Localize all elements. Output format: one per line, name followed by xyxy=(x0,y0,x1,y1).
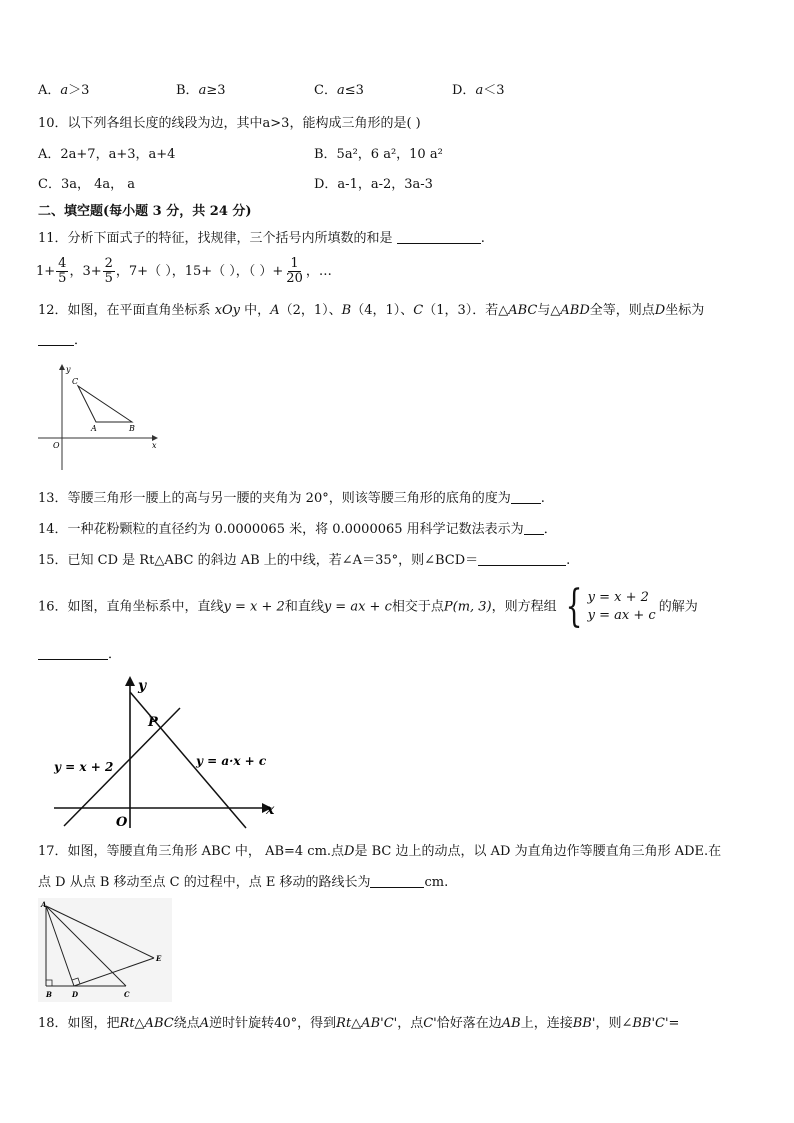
origin-label: O xyxy=(116,815,128,830)
q10-option-b: B．5a²，6 a²，10 a² xyxy=(314,147,443,162)
origin-label: O xyxy=(53,441,60,450)
q9-option-b: B．a≥3 xyxy=(176,83,226,98)
q16-stem: 16．如图，直角坐标系中，直线y = x + 2和直线y = ax + c相交于点P(m, 3)，则方程组 { y = x + 2 y = ax + c 的解为 xyxy=(38,581,698,632)
q16-figure xyxy=(50,672,290,832)
point-c-label: C xyxy=(72,377,79,386)
q11-stem: 11．分析下面式子的特征，找规律，三个括号内所填数的和是 . xyxy=(38,231,485,246)
point-c-label: C xyxy=(124,990,130,999)
x-label: x xyxy=(152,441,157,450)
q10-option-c: C．3a， 4a， a xyxy=(38,177,136,192)
point-a-label: A xyxy=(91,424,97,433)
y-label: y xyxy=(66,365,71,374)
section-2-title: 二、填空题(每小题 3 分，共 24 分) xyxy=(38,204,252,219)
answer-blank xyxy=(38,332,74,346)
q13-stem: 13．等腰三角形一腰上的高与另一腰的夹角为 20°，则该等腰三角形的底角的度为 . xyxy=(38,491,545,506)
q11-expression: 1+ $\frac{4}{5}$ ，3+ $\frac{2}{5}$ ，7+（ ），15+（ ），（ ）+ $\frac{1}{20}$ ，… xyxy=(36,256,332,286)
q16-answer: ． xyxy=(38,646,121,664)
answer-blank xyxy=(524,521,544,535)
answer-blank xyxy=(38,646,108,660)
x-label: x xyxy=(266,802,275,818)
q12-answer: ． xyxy=(38,332,87,350)
answer-blank xyxy=(478,552,566,566)
triangle-abc xyxy=(78,386,132,422)
line2-label: y = a·x + c xyxy=(196,754,267,768)
q18-stem: 18．如图，把Rt△ABC绕点A逆时针旋转40°，得到Rt△AB'C'，点C'恰好落在边AB上，连接BB'，则∠BB'C'= xyxy=(38,1016,680,1031)
q12-stem: 12．如图，在平面直角坐标系 xOy 中，A（2，1）、B（4，1）、C（1，3）．若△ABC与△ABD全等，则点D坐标为 xyxy=(38,303,705,318)
point-b-label: B xyxy=(46,990,52,999)
answer-blank xyxy=(511,490,541,504)
answer-blank xyxy=(397,230,481,244)
q12-figure xyxy=(34,362,164,474)
q17-line1: 17．如图，等腰直角三角形 ABC 中， AB=4 cm.点D是 BC 边上的动点，以 AD 为直角边作等腰直角三角形 ADE.在 xyxy=(38,844,722,859)
point-a-label: A xyxy=(41,900,47,909)
q17-line2: 点 D 从点 B 移动至点 C 的过程中，点 E 移动的路线长为 cm. xyxy=(38,875,449,890)
q10-stem: 10．以下列各组长度的线段为边，其中a>3，能构成三角形的是( ) xyxy=(38,116,421,131)
q14-stem: 14．一种花粉颗粒的直径约为 0.0000065 米，将 0.0000065 用科学记数法表示为 ． xyxy=(38,522,557,537)
q15-stem: 15．已知 CD 是 Rt△ABC 的斜边 AB 上的中线，若∠A＝35°，则∠BCD＝ . xyxy=(38,553,571,568)
y-axis-arrow xyxy=(59,364,65,370)
point-d-label: D xyxy=(72,990,79,999)
point-p-label: P xyxy=(148,715,158,730)
q10-option-a: A．2a+7，a+3，a+4 xyxy=(38,147,176,162)
line1-label: y = x + 2 xyxy=(54,760,114,774)
point-e-label: E xyxy=(156,954,162,963)
y-axis-arrow xyxy=(125,676,135,686)
point-b-label: B xyxy=(129,424,135,433)
equation-system: { y = x + 2 y = ax + c xyxy=(565,581,656,632)
q9-option-d: D．a＜3 xyxy=(452,83,505,98)
q9-option-c: C．a≤3 xyxy=(314,83,364,98)
y-label: y xyxy=(138,678,147,694)
q10-option-d: D．a-1，a-2，3a-3 xyxy=(314,177,433,192)
q17-figure xyxy=(38,898,172,1002)
q9-option-a: A．a＞3 xyxy=(38,83,90,98)
answer-blank xyxy=(370,874,424,888)
